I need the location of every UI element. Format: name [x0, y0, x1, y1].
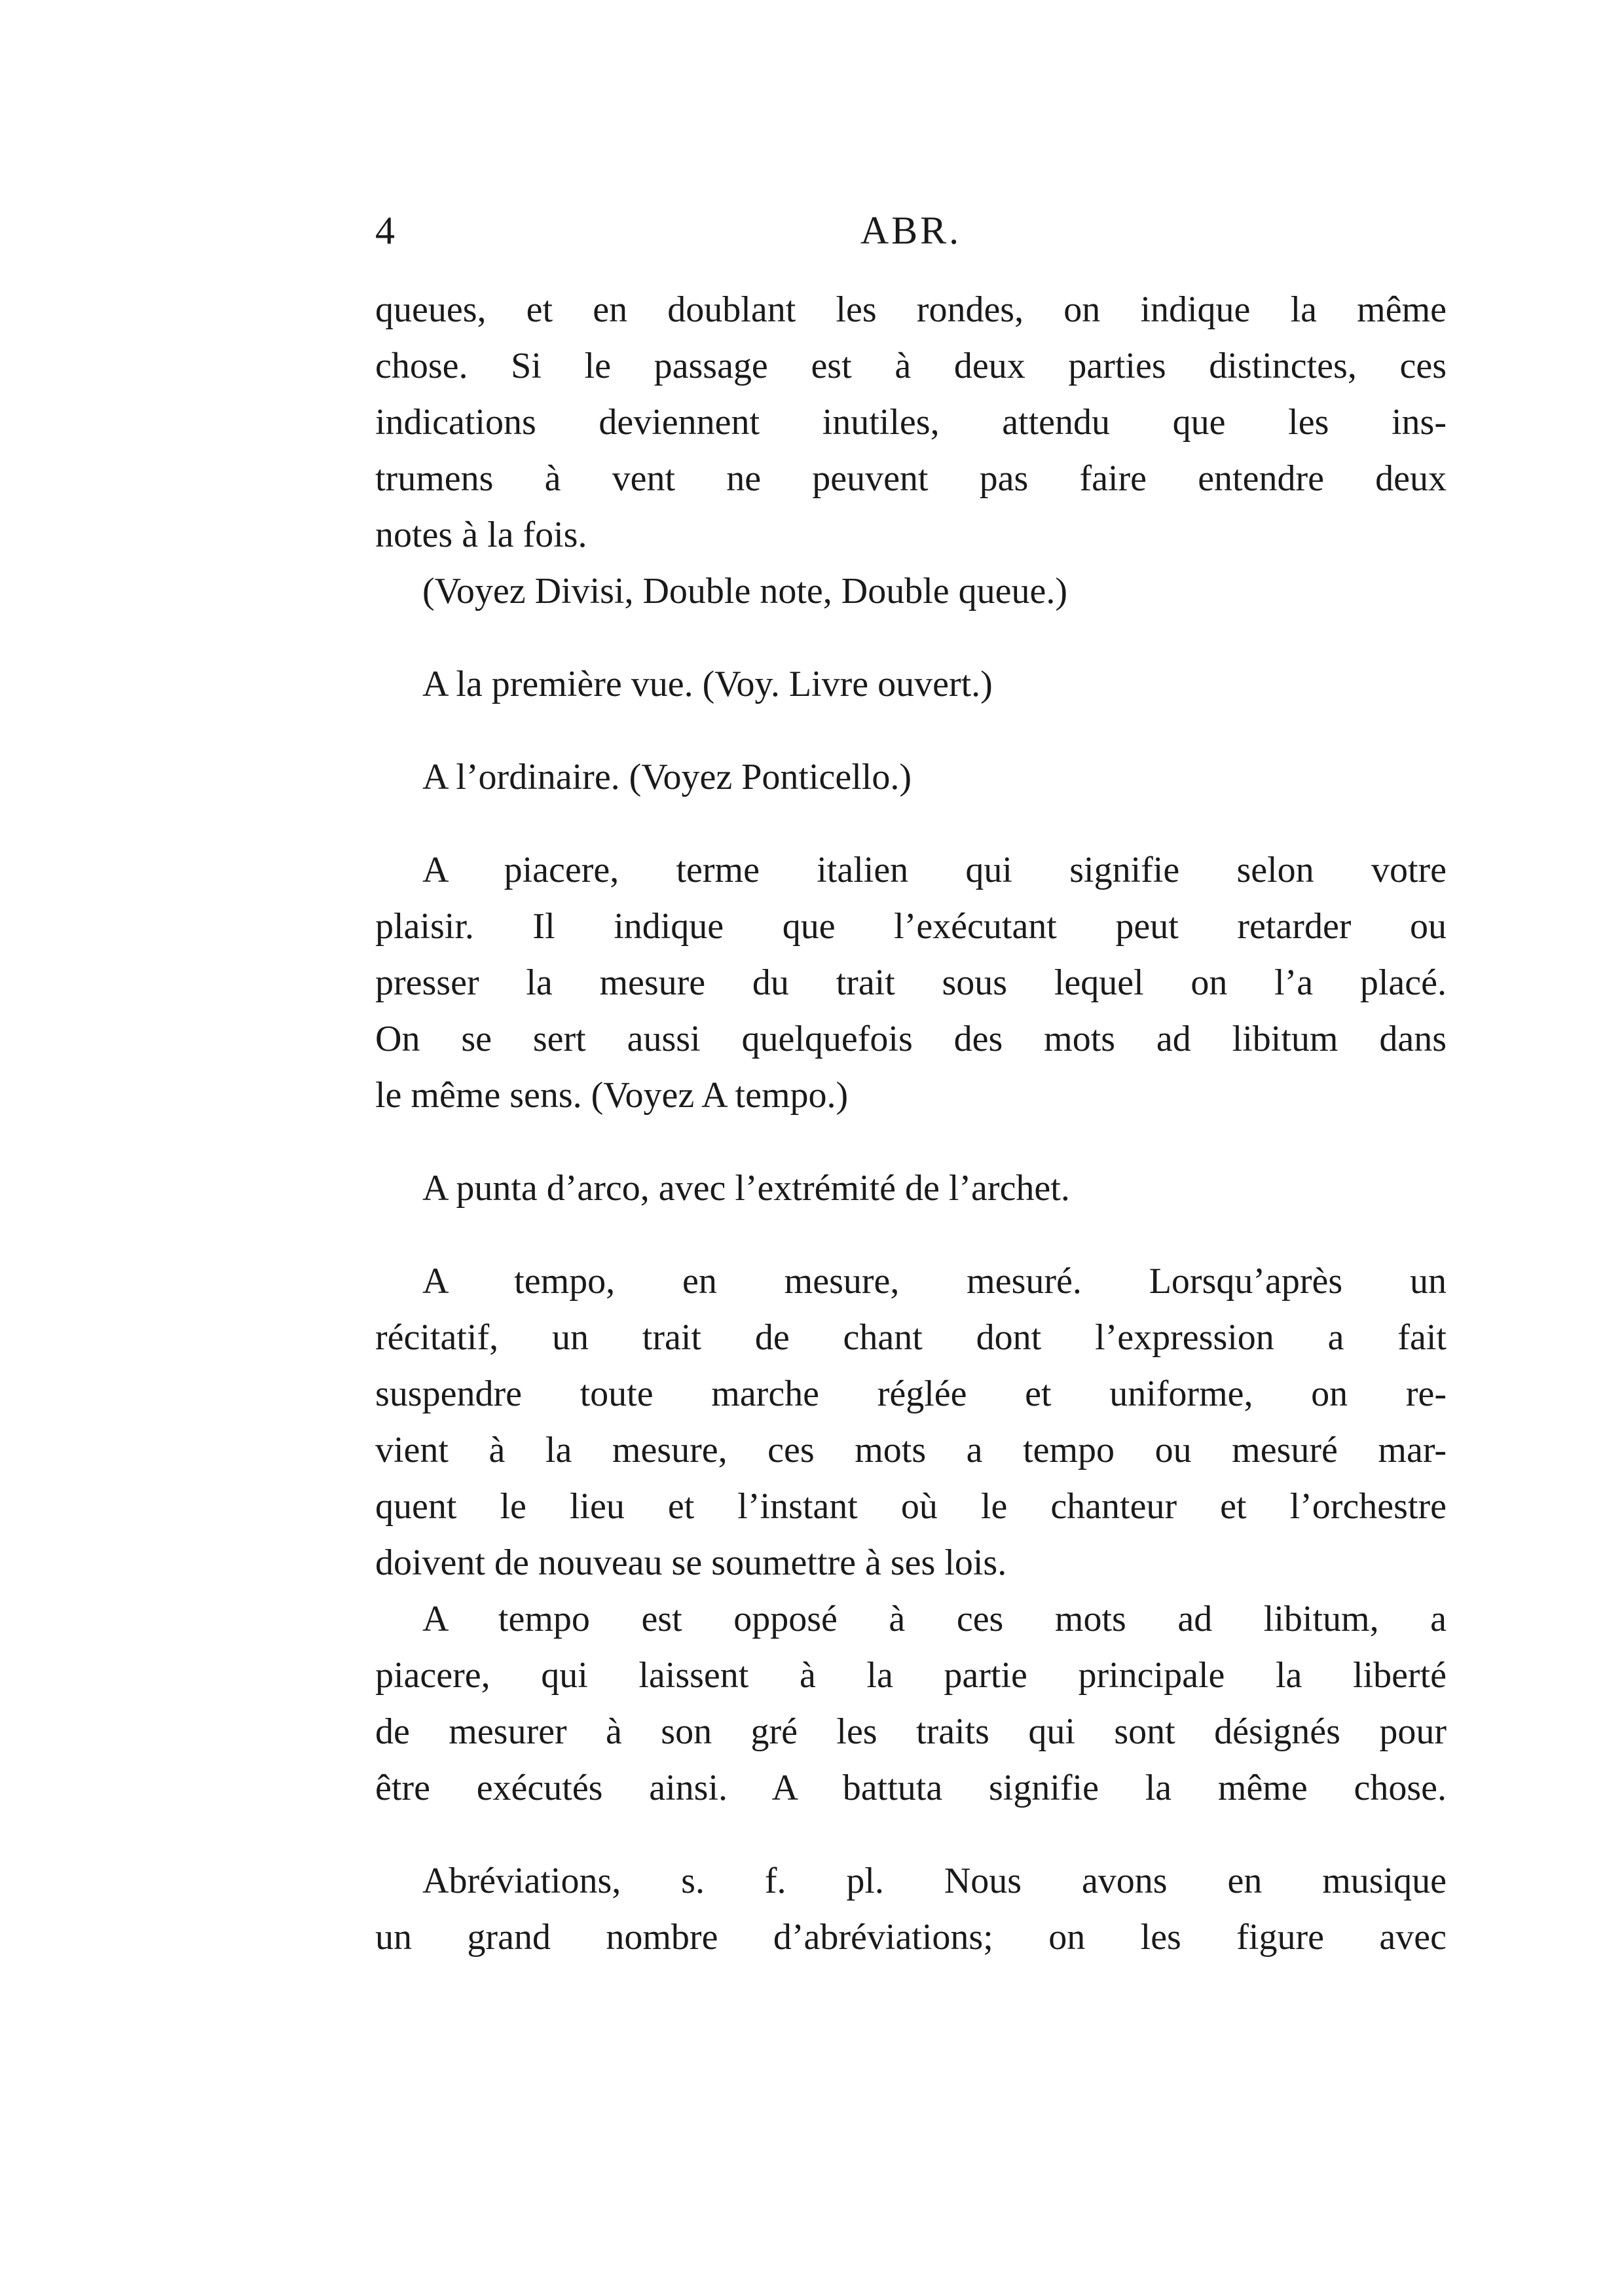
- text-line: A tempo est opposé à ces mots ad libitum, a: [422, 1599, 1447, 1639]
- text-line: un grand nombre d’abréviations; on les figure avec: [375, 1917, 1447, 1958]
- text-line: Abréviations, s. f. pl. Nous avons en musique: [422, 1861, 1447, 1901]
- text-line: On se sert aussi quelquefois des mots ad libitum dans: [375, 1019, 1447, 1059]
- body-text: [375, 282, 1447, 1965]
- text-line: plaisir. Il indique que l’exécutant peut retarder ou: [375, 906, 1447, 947]
- paragraph-continuation: [375, 282, 1447, 563]
- paragraph-a-tempo-oppose: [375, 1591, 1447, 1816]
- entry-a-tempo: [375, 1253, 1447, 1591]
- text-line: suspendre toute marche réglée et uniforme, on re-: [375, 1374, 1447, 1414]
- text-line: chose. Si le passage est à deux parties distinctes, ces: [375, 346, 1447, 386]
- entry-ordinaire: A l’ordinaire. (Voyez Ponticello.): [422, 757, 912, 797]
- entry-premiere-vue: A la première vue. (Voy. Livre ouvert.): [422, 664, 993, 704]
- page-header: [375, 208, 1447, 267]
- text-line: récitatif, un trait de chant dont l’expression a fait: [375, 1317, 1447, 1358]
- entry-punta-d-arco: A punta d’arco, avec l’extrémité de l’archet.: [422, 1168, 1070, 1209]
- text-line: vient à la mesure, ces mots a tempo ou mesuré mar-: [375, 1430, 1447, 1470]
- text-line: être exécutés ainsi. A battuta signifie la même chose.: [375, 1768, 1447, 1808]
- text-line: piacere, qui laissent à la partie principale la liberté: [375, 1655, 1447, 1696]
- text-line: presser la mesure du trait sous lequel on l’a placé.: [375, 962, 1447, 1003]
- text-line: doivent de nouveau se soumettre à ses lois.: [375, 1542, 1007, 1583]
- text-line: A piacere, terme italien qui signifie selon votre: [422, 850, 1447, 890]
- text-line: notes à la fois.: [375, 515, 587, 555]
- text-line: le même sens. (Voyez A tempo.): [375, 1075, 849, 1116]
- text-line: trumens à vent ne peuvent pas faire entendre deux: [375, 458, 1447, 499]
- text-line: queues, et en doublant les rondes, on indique la même: [375, 289, 1447, 330]
- page-number: 4: [375, 209, 395, 252]
- text-line: A tempo, en mesure, mesuré. Lorsqu’après un: [422, 1261, 1447, 1302]
- text-line: quent le lieu et l’instant où le chanteur et l’orchestre: [375, 1486, 1447, 1527]
- text-line: de mesurer à son gré les traits qui sont désignés pour: [375, 1711, 1447, 1752]
- entry-abreviations: [375, 1853, 1447, 1965]
- text-line: indications deviennent inutiles, attendu que les ins-: [375, 402, 1447, 443]
- cross-reference: (Voyez Divisi, Double note, Double queue.): [422, 571, 1067, 611]
- running-head: ABR.: [860, 209, 962, 252]
- entry-piacere: [375, 842, 1447, 1123]
